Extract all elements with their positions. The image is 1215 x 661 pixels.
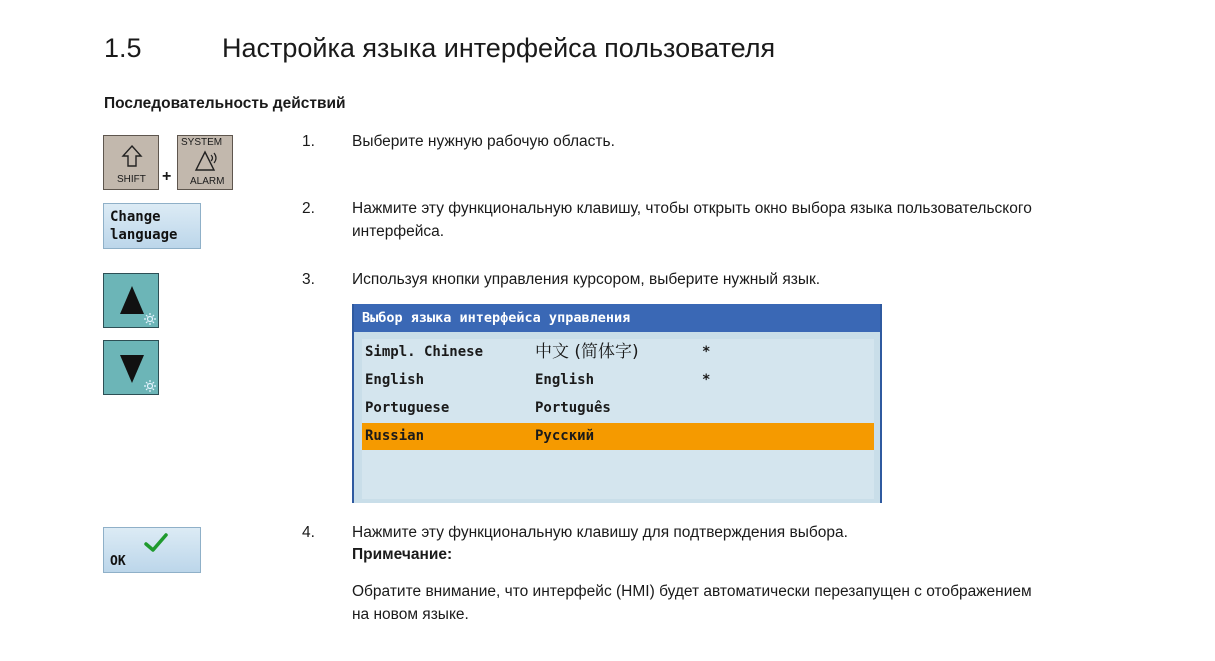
- language-native-name: Русский: [535, 428, 595, 444]
- shift-arrow-icon: [121, 144, 143, 168]
- language-name: English: [365, 372, 425, 388]
- sequence-heading: Последовательность действий: [104, 95, 346, 112]
- language-name: Simpl. Chinese: [365, 344, 484, 360]
- language-dialog: [352, 304, 882, 503]
- arrow-up-icon: [104, 274, 160, 329]
- alarm-key-label: ALARM: [190, 176, 225, 187]
- shift-key[interactable]: [103, 135, 159, 190]
- ok-softkey[interactable]: [103, 527, 201, 573]
- arrow-down-icon: [104, 341, 160, 396]
- language-name: Russian: [365, 428, 425, 444]
- step-1-number: 1.: [302, 133, 315, 150]
- language-installed-mark: *: [702, 372, 711, 388]
- section-title: Настройка языка интерфейса пользователя: [222, 33, 776, 63]
- step-4-number: 4.: [302, 524, 315, 541]
- step-3-text: Используя кнопки управления курсором, выберите нужный язык.: [352, 271, 821, 288]
- language-row[interactable]: [362, 395, 874, 422]
- section-number: 1.5: [104, 33, 142, 63]
- system-alarm-key[interactable]: [177, 135, 233, 190]
- language-native-name: 中文 (简体字): [535, 342, 639, 362]
- dialog-title: Выбор языка интерфейса управления: [354, 304, 880, 332]
- language-native-name: Português: [535, 400, 611, 416]
- step-4-text: Нажмите эту функциональную клавишу для подтверждения выбора.: [352, 524, 848, 541]
- language-row[interactable]: [362, 339, 874, 366]
- language-list: [362, 339, 874, 499]
- plus-sign: +: [162, 168, 172, 185]
- step-2-text: Нажмите эту функциональную клавишу, чтобы открыть окно выбора языка пользовательского интерфейса.: [352, 200, 1032, 240]
- note-text: Обратите внимание, что интерфейс (HMI) будет автоматически перезапущен с отображением на новом языке.: [352, 583, 1032, 623]
- cursor-down-key[interactable]: [103, 340, 159, 395]
- system-key-label: SYSTEM: [181, 137, 223, 148]
- step-3-number: 3.: [302, 271, 315, 288]
- language-row[interactable]: [362, 367, 874, 394]
- language-installed-mark: *: [702, 344, 711, 360]
- checkmark-icon: [144, 532, 168, 554]
- change-language-label-line2: language: [110, 227, 178, 243]
- language-name: Portuguese: [365, 400, 450, 416]
- note-heading: Примечание:: [352, 546, 453, 563]
- cursor-up-key[interactable]: [103, 273, 159, 328]
- alarm-bell-icon: [194, 150, 220, 174]
- change-language-softkey[interactable]: [103, 203, 201, 249]
- language-row-selected[interactable]: [362, 423, 874, 450]
- language-native-name: English: [535, 372, 595, 388]
- change-language-label-line1: Change: [110, 209, 161, 225]
- step-1-text: Выберите нужную рабочую область.: [352, 133, 615, 150]
- shift-key-label: SHIFT: [117, 174, 146, 185]
- step-2-number: 2.: [302, 200, 315, 217]
- ok-label: OK: [110, 554, 126, 569]
